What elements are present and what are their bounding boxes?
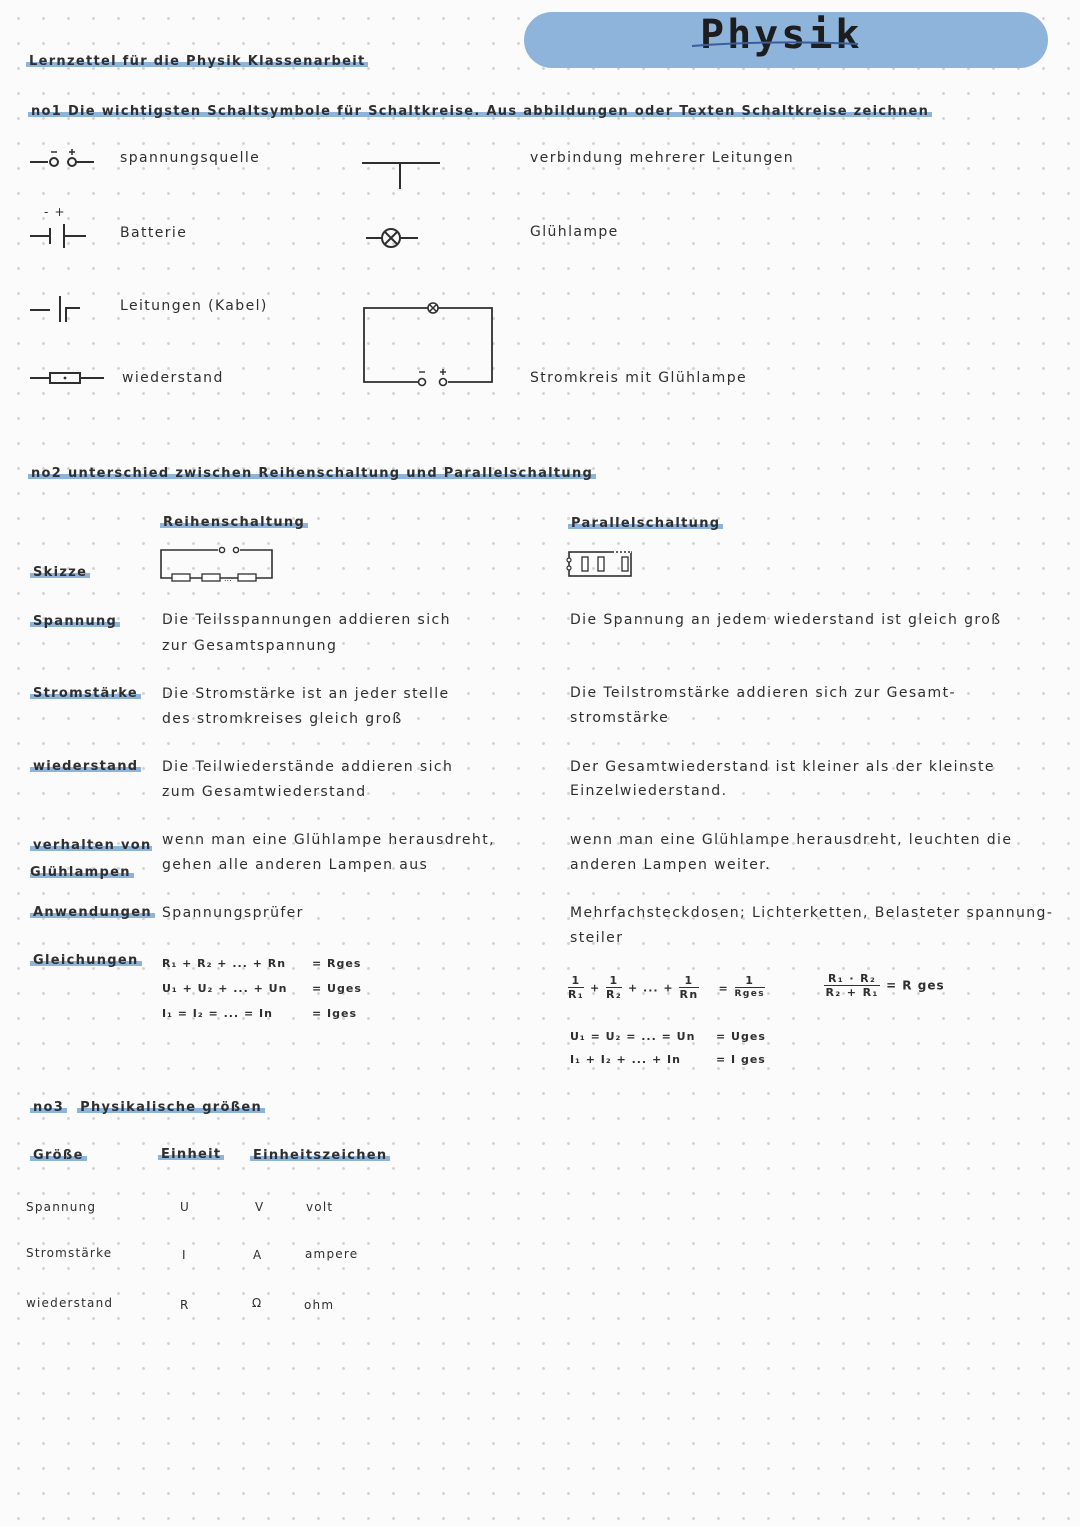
label-wire: Leitungen (Kabel) [120, 298, 268, 314]
column-unit-sign: Einheitszeichen [250, 1148, 390, 1163]
unit-sign-current: A [253, 1248, 263, 1262]
series-circuit-sketch [158, 544, 278, 584]
plus-sign: + [589, 981, 601, 995]
unit-sign-voltage: V [255, 1200, 265, 1214]
column-quantity: Größe [30, 1148, 87, 1163]
label-lamp: Glühlampe [530, 224, 619, 240]
row-label-voltage: Spannung [30, 614, 120, 629]
parallel-voltage-line1: Die Spannung an jedem wiederstand ist gleich groß [570, 612, 1002, 628]
section3-heading: no3 Physikalische größen [30, 1100, 265, 1115]
series-eq-current-rhs: = Iges [312, 1007, 358, 1020]
unit-current: ampere [305, 1247, 359, 1261]
unit-resistance: ohm [304, 1298, 335, 1312]
series-eq-voltage-rhs: = Uges [312, 982, 362, 995]
section1-heading: no1 Die wichtigsten Schaltsymbole für Schaltkreise. Aus abbildungen oder Texten Schaltkreise zeichnen [28, 104, 932, 119]
row-label-sketch: Skizze [30, 565, 90, 580]
battery-signs: - + [44, 205, 66, 219]
quantity-current: Stromstärke [26, 1246, 113, 1260]
fraction-1-rges: $\frac{1}{\text{Rges}}$ [734, 974, 765, 999]
series-voltage-line1: Die Teilsspannungen addieren sich [162, 612, 451, 628]
voltage-source-icon [28, 148, 98, 172]
column-series: Reihenschaltung [160, 515, 308, 530]
column-parallel: Parallelschaltung [568, 516, 723, 531]
title-underline [690, 40, 860, 50]
symbol-voltage: U [180, 1200, 190, 1214]
row-label-current: Stromstärke [30, 686, 141, 701]
resistor-icon [28, 368, 108, 388]
series-current-line2: des stromkreises gleich groß [162, 711, 403, 727]
series-resistance-line2: zum Gesamtwiederstand [162, 784, 367, 800]
parallel-eq-resistance [568, 974, 765, 1001]
lamp-circuit-diagram [360, 298, 500, 390]
series-eq-current: I₁ = I₂ = ... = In [162, 1007, 273, 1020]
row-label-resistance: wiederstand [30, 759, 141, 774]
row-label-equations: Gleichungen [30, 953, 142, 968]
parallel-eq-current-rhs: = I ges [716, 1053, 766, 1066]
fraction-1-r1: $\frac{1}{\text{R₁}}$ [568, 974, 585, 1001]
junction-icon [360, 155, 442, 191]
parallel-resistance-line2: Einzelwiederstand. [570, 783, 728, 799]
row-label-lamp-behavior: verhalten von Glühlampen [30, 838, 152, 880]
symbol-current: I [182, 1248, 187, 1262]
fraction-r1r2: $\frac{\text{R₁ · R₂}}{\text{R₂ + R₁}}$ [825, 972, 879, 999]
plus-dots-sign: + ... + [627, 981, 674, 995]
parallel-current-line1: Die Teilstromstärke addieren sich zur Gesamt- [570, 685, 956, 701]
parallel-applications-line2: steiler [570, 930, 624, 946]
parallel-circuit-sketch [566, 548, 636, 580]
wire-icon [28, 292, 84, 326]
unit-sign-resistance: Ω [252, 1296, 263, 1310]
series-voltage-line2: zur Gesamtspannung [162, 638, 338, 654]
parallel-eq-current: I₁ + I₂ + ... + In [570, 1053, 681, 1066]
parallel-applications-line1: Mehrfachsteckdosen; Lichterketten, Belasteter spannung- [570, 905, 1054, 921]
document-header: Lernzettel für die Physik Klassenarbeit [26, 54, 368, 69]
label-junction: verbindung mehrerer Leitungen [530, 150, 794, 166]
equals-sign: = [718, 981, 729, 995]
row-label-applications: Anwendungen [30, 905, 155, 920]
series-eq-resistance: R₁ + R₂ + ... + Rn [162, 957, 287, 970]
series-lamp-line2: gehen alle anderen Lampen aus [162, 857, 429, 873]
section2-heading: no2 unterschied zwischen Reihenschaltung und Parallelschaltung [28, 466, 596, 481]
page-title: Physik [700, 12, 863, 58]
fraction-1-rn: $\frac{1}{Rn}$ [679, 974, 699, 1001]
parallel-eq-two-resistors [824, 972, 945, 999]
series-current-line1: Die Stromstärke ist an jeder stelle [162, 686, 450, 702]
series-eq-voltage: U₁ + U₂ + ... + Un [162, 982, 288, 995]
fraction-1-r2: $\frac{1}{\text{R₂}}$ [606, 974, 623, 1001]
quantity-voltage: Spannung [26, 1200, 97, 1214]
label-lamp-circuit: Stromkreis mit Glühlampe [530, 370, 747, 386]
parallel-lamp-line2: anderen Lampen weiter. [570, 857, 771, 873]
parallel-lamp-line1: wenn man eine Glühlampe herausdreht, leuchten die [570, 832, 1013, 848]
svg-text:...: ... [224, 574, 232, 583]
quantity-resistance: wiederstand [26, 1296, 114, 1310]
symbol-resistance: R [180, 1298, 190, 1312]
parallel-eq-voltage: U₁ = U₂ = ... = Un [570, 1030, 696, 1043]
series-lamp-line1: wenn man eine Glühlampe herausdreht, [162, 832, 495, 848]
unit-voltage: volt [306, 1200, 334, 1214]
parallel-resistance-line1: Der Gesamtwiederstand ist kleiner als der kleinste [570, 759, 995, 775]
label-voltage-source: spannungsquelle [120, 150, 261, 166]
series-eq-resistance-rhs: = Rges [312, 957, 362, 970]
lamp-icon [364, 226, 420, 250]
label-battery: Batterie [120, 225, 188, 241]
rges-result: = R ges [886, 978, 945, 993]
label-resistor: wiederstand [122, 370, 224, 386]
parallel-current-line2: stromstärke [570, 710, 670, 726]
column-unit: Einheit [158, 1147, 224, 1162]
battery-icon [28, 222, 90, 250]
parallel-eq-voltage-rhs: = Uges [716, 1030, 766, 1043]
series-resistance-line1: Die Teilwiederstände addieren sich [162, 759, 454, 775]
series-applications: Spannungsprüfer [162, 905, 304, 921]
